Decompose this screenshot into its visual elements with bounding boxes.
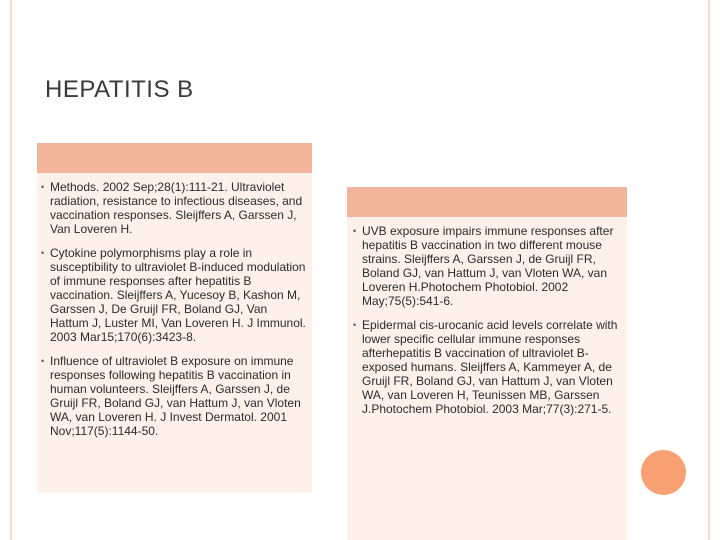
slide-title: HEPATITIS B: [45, 76, 194, 103]
list-item: [39, 246, 306, 344]
citation-text: Influence of ultraviolet B exposure on immune responses following hepatitis B vaccination in human volunteers. Sleijffers A, Garssen J, de Gruijl FR, Boland GJ, van Hattum J, van Vloten WA, van Loveren H. J Invest Dermatol. 2001 Nov;117(5):1144-50.: [50, 354, 301, 438]
list-item: [39, 180, 306, 236]
bullet-icon: •: [41, 248, 45, 258]
left-panel-header-bar: [37, 143, 312, 173]
citation-text: Epidermal cis-urocanic acid levels correlate with lower specific cellular immune responses afterhepatitis B vaccination of ultraviolet B-exposed humans. Sleijffers A, Kammeyer A, de Gruijl FR, Boland GJ, van Hattum J, van Vloten WA, van Loveren H, Teunissen MB, Garssen J.Photochem Photobiol. 2003 Mar;77(3):271-5.: [362, 318, 618, 416]
right-content-panel: [347, 187, 627, 540]
citation-text: Methods. 2002 Sep;28(1):111-21. Ultraviolet radiation, resistance to infectious diseases, and vaccination responses. Sleijffers A, Garssen J, Van Loveren H.: [50, 180, 303, 236]
list-item: [351, 224, 619, 308]
left-bullet-list: [37, 173, 312, 438]
bullet-icon: •: [353, 226, 357, 236]
right-panel-header-bar: [347, 187, 627, 217]
bullet-icon: •: [41, 356, 45, 366]
decorative-circle-icon: [641, 450, 686, 495]
citation-text: Cytokine polymorphisms play a role in susceptibility to ultraviolet B-induced modulation of immune responses after hepatitis B vaccination. Sleijffers A, Yucesoy B, Kashon M, Garssen J, De Gruijl FR, Boland GJ, Van Hattum J, Luster MI, Van Loveren H. J Immunol. 2003 Mar15;170(6):3423-8.: [50, 246, 306, 344]
left-content-panel: [37, 143, 312, 493]
list-item: [351, 318, 619, 416]
citation-text: UVB exposure impairs immune responses after hepatitis B vaccination in two different mouse strains. Sleijffers A, Garssen J, de Gruijl FR, Boland GJ, van Hattum J, van Vloten WA, van Loveren H.Photochem Photobiol. 2002 May;75(5):541-6.: [362, 224, 614, 308]
list-item: [39, 354, 306, 438]
bullet-icon: •: [41, 182, 45, 192]
bullet-icon: •: [353, 320, 357, 330]
right-bullet-list: [347, 217, 627, 416]
